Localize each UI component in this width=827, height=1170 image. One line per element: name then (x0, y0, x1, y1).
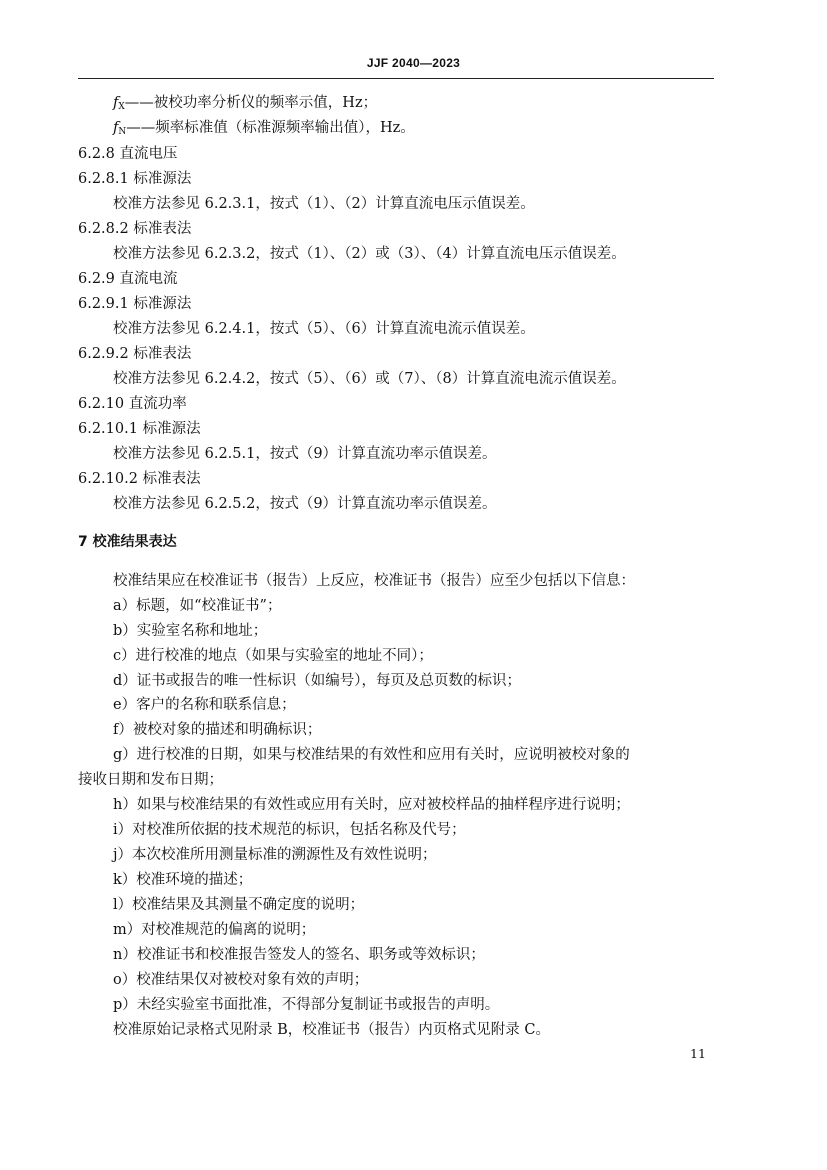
symbol: f (113, 95, 119, 111)
list-item: d）证书或报告的唯一性标识（如编号），每页及总页数的标识； (113, 673, 522, 689)
definition-fn (113, 119, 415, 141)
clause-heading: 6.2.9.1 标准源法 (78, 296, 192, 312)
list-item: c）进行校准的地点（如果与实验室的地址不同）； (113, 648, 433, 664)
page-number: 11 (690, 1046, 706, 1061)
subscript: X (118, 102, 125, 112)
list-item: h）如果与校准结果的有效性或应用有关时，应对被校样品的抽样程序进行说明； (113, 797, 630, 813)
clause-heading: 6.2.10.2 标准表法 (78, 471, 201, 487)
clause-heading: 6.2.8 直流电压 (78, 146, 178, 162)
list-item: e）客户的名称和联系信息； (113, 697, 296, 713)
definition-text: ——频率标准值（标准源频率输出值），Hz。 (126, 120, 415, 136)
clause-heading: 6.2.9 直流电流 (78, 271, 178, 287)
clause-body: 校准方法参见 6.2.3.1，按式（1）、（2）计算直流电压示值误差。 (113, 196, 535, 212)
list-item: j）本次校准所用测量标准的溯源性及有效性说明； (113, 847, 437, 863)
subscript: N (118, 127, 127, 137)
list-item: f）被校对象的描述和明确标识； (113, 722, 322, 738)
definition-text: ——被校功率分析仪的频率示值，Hz； (124, 95, 378, 111)
list-item: n）校准证书和校准报告签发人的签名、职务或等效标识； (113, 947, 485, 963)
clause-body: 校准方法参见 6.2.5.2，按式（9）计算直流功率示值误差。 (113, 496, 497, 512)
section-intro: 校准结果应在校准证书（报告）上反应，校准证书（报告）应至少包括以下信息： (113, 573, 635, 589)
section-title: 7 校准结果表达 (78, 534, 177, 550)
clause-heading: 6.2.8.2 标准表法 (78, 221, 192, 237)
definition-fx (113, 94, 377, 116)
list-item: k）校准环境的描述； (113, 872, 253, 888)
list-item-continuation: 接收日期和发布日期； (78, 772, 223, 788)
list-item: p）未经实验室书面批准，不得部分复制证书或报告的声明。 (113, 997, 500, 1013)
list-item: l）校准结果及其测量不确定度的说明； (113, 897, 365, 913)
clause-heading: 6.2.8.1 标准源法 (78, 171, 192, 187)
list-item: g）进行校准的日期，如果与校准结果的有效性和应用有关时，应说明被校对象的 (113, 747, 630, 763)
list-item: o）校准结果仅对被校对象有效的声明； (113, 972, 369, 988)
symbol: f (113, 120, 119, 136)
page-header: JJF 2040—2023 (366, 56, 461, 70)
clause-body: 校准方法参见 6.2.4.2，按式（5）、（6）或（7）、（8）计算直流电流示值误差。 (113, 371, 626, 387)
header-rule (78, 78, 714, 79)
clause-body: 校准方法参见 6.2.3.2，按式（1）、（2）或（3）、（4）计算直流电压示值误差。 (113, 246, 626, 262)
clause-body: 校准方法参见 6.2.5.1，按式（9）计算直流功率示值误差。 (113, 446, 497, 462)
list-item: b）实验室名称和地址； (113, 623, 268, 639)
clause-heading: 6.2.9.2 标准表法 (78, 346, 192, 362)
clause-heading: 6.2.10.1 标准源法 (78, 421, 201, 437)
closing-paragraph: 校准原始记录格式见附录 B，校准证书（报告）内页格式见附录 C。 (113, 1022, 550, 1038)
list-item: i）对校准所依据的技术规范的标识，包括名称及代号； (113, 822, 466, 838)
list-item: a）标题，如“校准证书”； (113, 598, 282, 614)
clause-body: 校准方法参见 6.2.4.1，按式（5）、（6）计算直流电流示值误差。 (113, 321, 535, 337)
clause-heading: 6.2.10 直流功率 (78, 396, 187, 412)
list-item: m）对校准规范的偏离的说明； (113, 922, 316, 938)
